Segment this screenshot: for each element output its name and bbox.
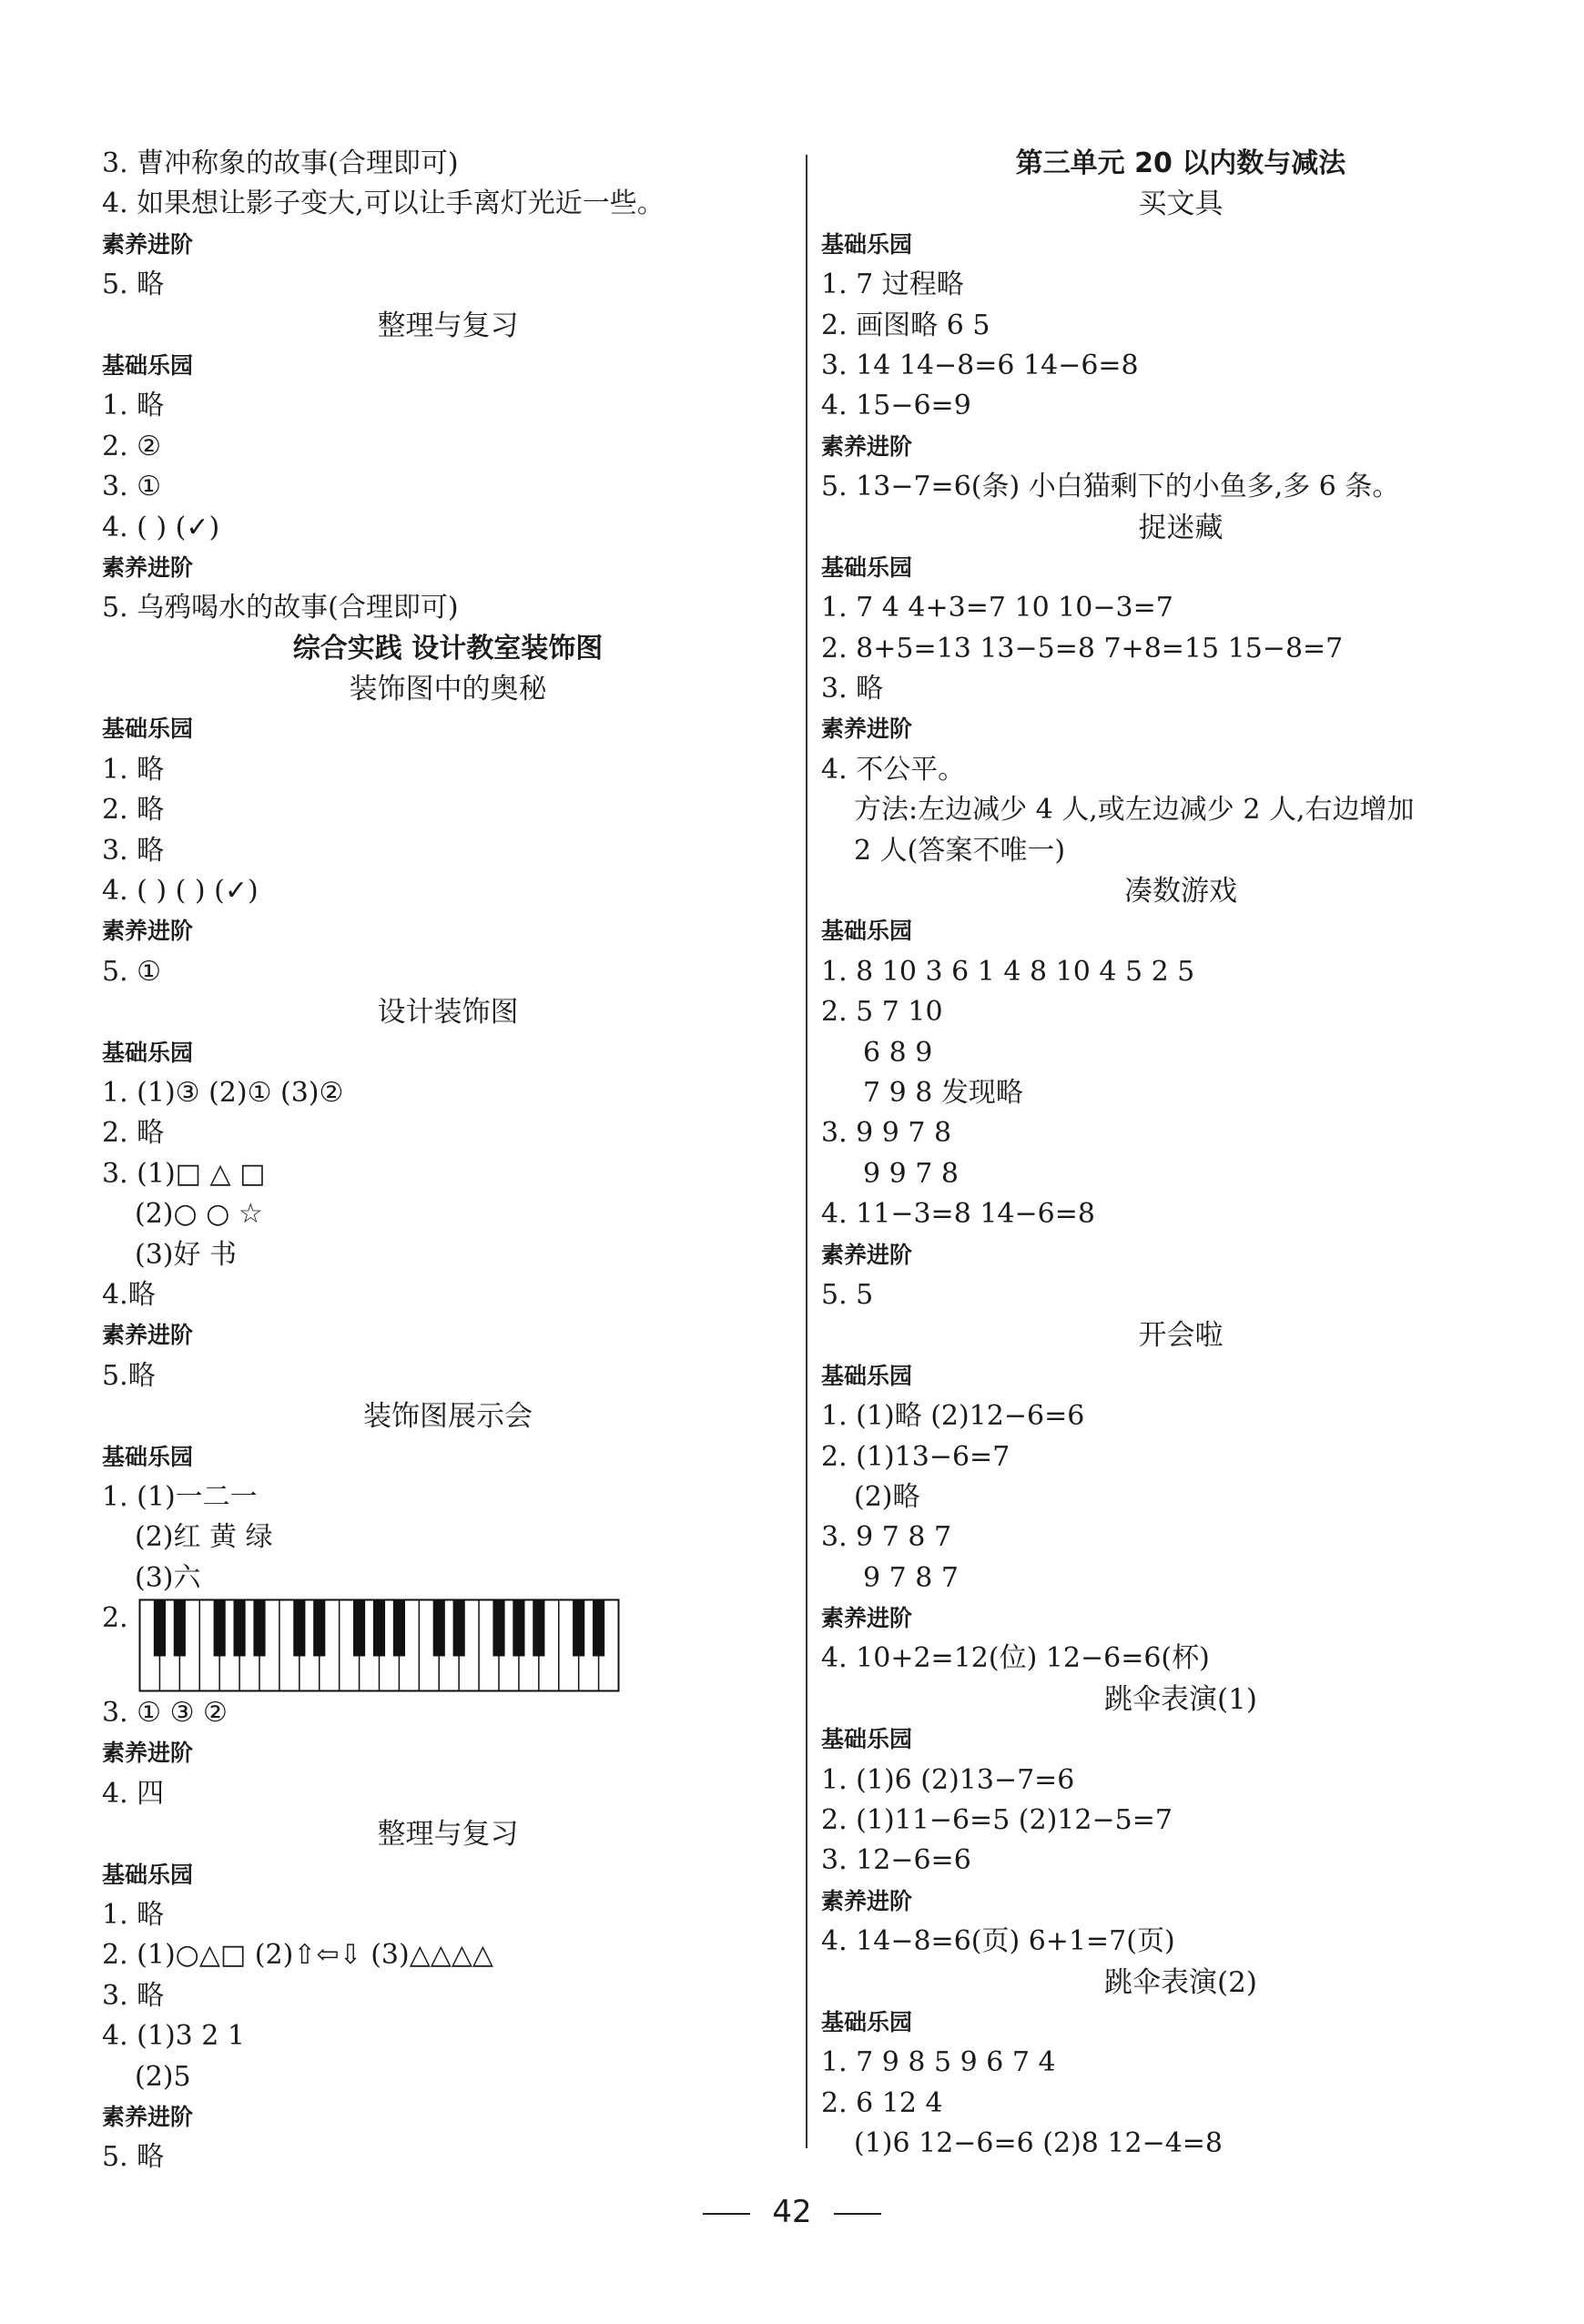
- answer-line: 3. 略: [821, 673, 884, 705]
- black-key: [313, 1600, 325, 1657]
- answer-line: 5. 13−7=6(条) 小白猫剩下的小鱼多,多 6 条。: [821, 471, 1400, 503]
- lesson-heading: 凑数游戏: [1124, 875, 1237, 908]
- lesson-heading: 设计装饰图: [377, 996, 519, 1030]
- black-key: [234, 1600, 246, 1657]
- answer-line: 5. 乌鸦喝水的故事(合理即可): [102, 592, 459, 624]
- section-label: 基础乐园: [821, 1726, 913, 1753]
- black-key: [174, 1600, 186, 1657]
- lesson-heading: 装饰图中的奥秘: [349, 673, 547, 706]
- answer-subline: (1)6 12−6=6 (2)8 12−4=8: [854, 2127, 1224, 2160]
- answer-subline: (3)六: [135, 1561, 201, 1594]
- answer-line: 3. 曹冲称象的故事(合理即可): [102, 147, 459, 179]
- unit-heading: 第三单元 20 以内数与减法: [1015, 147, 1346, 179]
- black-key: [373, 1600, 385, 1657]
- page-number-text: 42: [772, 2194, 812, 2230]
- section-label: 素养进阶: [821, 432, 913, 460]
- dash-left: [703, 2213, 750, 2215]
- answer-subline: 2 人(答案不唯一): [854, 834, 1066, 867]
- black-key: [353, 1600, 365, 1657]
- answer-line: 4. 11−3=8 14−6=8: [821, 1198, 1095, 1231]
- answer-line: 5. 略: [102, 269, 165, 301]
- answer-line: 1. 7 过程略: [821, 269, 964, 301]
- black-key: [593, 1600, 604, 1657]
- answer-line: 2. 略: [102, 794, 165, 827]
- answer-subline: 6 8 9: [863, 1036, 933, 1069]
- section-label: 基础乐园: [821, 918, 913, 945]
- answer-line: 2. 画图略 6 5: [821, 309, 990, 341]
- unit-heading: 综合实践 设计教室装饰图: [292, 632, 604, 665]
- section-label: 素养进阶: [102, 1322, 194, 1349]
- answer-line: 3. 14 14−8=6 14−6=8: [821, 349, 1139, 381]
- section-label: 素养进阶: [821, 1887, 913, 1914]
- answer-subline: (2)红 黄 绿: [135, 1521, 273, 1554]
- answer-line: 5. 略: [102, 2141, 165, 2174]
- answer-line: 1. 略: [102, 753, 165, 786]
- black-key: [433, 1600, 445, 1657]
- answer-subline: 9 7 8 7: [863, 1561, 959, 1594]
- answer-subline: (2)○ ○ ☆: [135, 1198, 263, 1231]
- answer-line: 2. (1)13−6=7: [821, 1440, 1010, 1473]
- answer-line: 2. 6 12 4: [821, 2086, 943, 2119]
- answer-line: 2. 略: [102, 1117, 165, 1150]
- section-label: 素养进阶: [821, 1241, 913, 1268]
- section-label: 素养进阶: [102, 553, 194, 581]
- answer-line: 1. (1)略 (2)12−6=6: [821, 1400, 1085, 1433]
- answer-subline: 方法:左边减少 4 人,或左边减少 2 人,右边增加: [854, 794, 1415, 827]
- section-label: 基础乐园: [821, 553, 913, 581]
- section-label: 素养进阶: [821, 715, 913, 743]
- answer-line: 1. 7 4 4+3=7 10 10−3=7: [821, 592, 1173, 624]
- black-key: [393, 1600, 405, 1657]
- lesson-heading: 整理与复习: [377, 1818, 519, 1852]
- answer-line: 3. (1)□ △ □: [102, 1157, 266, 1190]
- answer-subline: 7 9 8 发现略: [863, 1076, 1023, 1109]
- answer-line: 2. 8+5=13 13−5=8 7+8=15 15−8=7: [821, 632, 1344, 665]
- black-key: [573, 1600, 584, 1657]
- answer-line: 4. 14−8=6(页) 6+1=7(页): [821, 1925, 1175, 1958]
- answer-line: 2. (1)○△□ (2)⇧⇦⇩ (3)△△△△: [102, 1939, 494, 1972]
- page-number: [0, 2194, 1584, 2230]
- section-label: 基础乐园: [102, 351, 194, 379]
- answer-line: 4. 不公平。: [821, 753, 966, 786]
- black-key: [293, 1600, 305, 1657]
- answer-line: 5. 5: [821, 1278, 874, 1311]
- answer-line: 2. (1)11−6=5 (2)12−5=7: [821, 1804, 1173, 1837]
- answer-subline: (2)5: [135, 2060, 191, 2093]
- answer-line: 3. 12−6=6: [821, 1844, 971, 1877]
- answer-line: 3. 9 7 8 7: [821, 1521, 952, 1554]
- answer-number: 2.: [102, 1602, 128, 1635]
- answer-line: 3. 略: [102, 1979, 165, 2012]
- left-column: [102, 144, 794, 2178]
- answer-line: 5. ①: [102, 955, 162, 988]
- answer-subline: 9 9 7 8: [863, 1157, 959, 1190]
- answer-line: 1. (1)一二一: [102, 1480, 258, 1513]
- answer-line: 4. 15−6=9: [821, 390, 971, 422]
- answer-line: 1. 8 10 3 6 1 4 8 10 4 5 2 5: [821, 955, 1195, 988]
- answer-line: 2. ②: [102, 430, 162, 462]
- black-key: [533, 1600, 544, 1657]
- column-divider: [806, 155, 807, 2148]
- lesson-heading: 捉迷藏: [1138, 511, 1224, 544]
- black-key: [253, 1600, 265, 1657]
- answer-line: 3. ①: [102, 471, 162, 503]
- answer-line: 4. ( ) ( ) (✓): [102, 875, 259, 908]
- black-key: [453, 1600, 465, 1657]
- black-key: [214, 1600, 226, 1657]
- answer-line: 3. 略: [102, 834, 165, 867]
- section-label: 基础乐园: [102, 1039, 194, 1066]
- black-key: [492, 1600, 504, 1657]
- answer-line: 1. 略: [102, 390, 165, 422]
- answer-line: 4. ( ) (✓): [102, 511, 220, 543]
- answer-line: 4.略: [102, 1278, 156, 1311]
- answer-line: 1. (1)③ (2)① (3)②: [102, 1076, 344, 1109]
- answer-line: 3. 9 9 7 8: [821, 1117, 952, 1150]
- piano-keyboard-figure: [138, 1598, 621, 1693]
- section-label: 基础乐园: [102, 715, 194, 743]
- answer-line: 1. (1)6 (2)13−7=6: [821, 1763, 1075, 1796]
- black-key: [154, 1600, 166, 1657]
- section-label: 基础乐园: [102, 1861, 194, 1888]
- section-label: 基础乐园: [102, 1443, 194, 1470]
- dash-right: [834, 2213, 881, 2215]
- lesson-heading: 买文具: [1138, 188, 1224, 221]
- lesson-heading: 跳伞表演(1): [1104, 1682, 1257, 1716]
- lesson-heading: 整理与复习: [377, 309, 519, 342]
- lesson-heading: 跳伞表演(2): [1104, 1965, 1257, 1999]
- lesson-heading: 装饰图展示会: [363, 1400, 533, 1434]
- section-label: 素养进阶: [102, 918, 194, 945]
- answer-line: 2. 5 7 10: [821, 996, 943, 1029]
- section-label: 素养进阶: [102, 1740, 194, 1767]
- section-label: 素养进阶: [821, 1605, 913, 1632]
- answer-line: 1. 略: [102, 1899, 165, 1932]
- section-label: 素养进阶: [102, 2103, 194, 2130]
- answer-line: 3. ① ③ ②: [102, 1697, 228, 1730]
- lesson-heading: 开会啦: [1138, 1319, 1224, 1353]
- answer-line: 5.略: [102, 1359, 156, 1392]
- section-label: 基础乐园: [821, 1362, 913, 1389]
- answer-line-with-figure: [102, 1598, 794, 1693]
- answer-line: 1. 7 9 8 5 9 6 7 4: [821, 2046, 1056, 2079]
- answer-line: 4. (1)3 2 1: [102, 2020, 245, 2053]
- section-label: 素养进阶: [102, 230, 194, 258]
- black-key: [513, 1600, 524, 1657]
- answer-line: 4. 如果想让影子变大,可以让手离灯光近一些。: [102, 188, 665, 220]
- answer-subline: (2)略: [854, 1480, 920, 1513]
- section-label: 基础乐园: [821, 230, 913, 258]
- right-column: [821, 144, 1540, 2165]
- section-label: 基础乐园: [821, 2008, 913, 2035]
- answer-subline: (3)好 书: [135, 1238, 238, 1271]
- answer-line: 4. 四: [102, 1777, 165, 1810]
- answer-line: 4. 10+2=12(位) 12−6=6(杯): [821, 1642, 1210, 1675]
